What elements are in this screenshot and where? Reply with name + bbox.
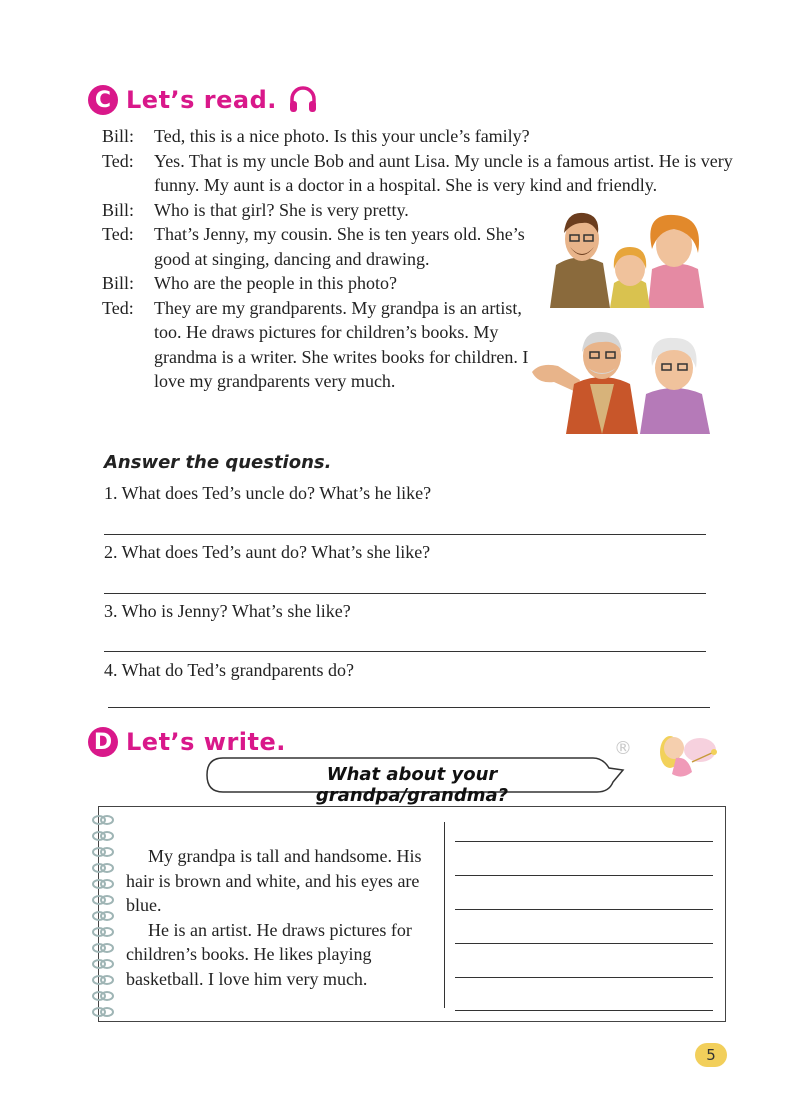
dialogue-line bbox=[102, 149, 742, 198]
headphones-icon[interactable] bbox=[287, 84, 319, 116]
speaker: Bill: bbox=[102, 126, 135, 146]
speaker: Bill: bbox=[102, 273, 135, 293]
dialogue-line bbox=[102, 124, 742, 149]
dialogue-text: Ted, this is a nice photo. Is this your uncle’s family? bbox=[154, 126, 530, 146]
writing-line-5[interactable] bbox=[455, 977, 713, 978]
speaker: Ted: bbox=[102, 224, 134, 244]
dialogue-text: That’s Jenny, my cousin. She is ten years old. She’s good at singing, dancing and drawing. bbox=[154, 224, 525, 269]
grandparents-illustration bbox=[530, 322, 715, 434]
sample-text bbox=[126, 844, 442, 991]
dialogue-text: Yes. That is my uncle Bob and aunt Lisa. My uncle is a famous artist. He is very funny. My aunt is a doctor in a hospital. She is very kind and friendly. bbox=[154, 150, 733, 195]
section-c-badge: C bbox=[88, 85, 118, 115]
section-d-title: Let’s write. bbox=[126, 728, 286, 756]
speaker: Bill: bbox=[102, 199, 135, 220]
question-4: 4. What do Ted’s grandparents do? bbox=[104, 660, 355, 680]
registered-mark: ® bbox=[614, 738, 632, 759]
box-divider bbox=[444, 822, 445, 1008]
question-1: 1. What does Ted’s uncle do? What’s he like? bbox=[104, 483, 432, 503]
dialogue-text: Who are the people in this photo? bbox=[154, 273, 397, 293]
writing-line-2[interactable] bbox=[455, 875, 713, 876]
dialogue-text: They are my grandparents. My grandpa is an artist, too. He draws pictures for children’s books. My grandma is a writer. She writes books for children. I love my grandparents very much. bbox=[154, 297, 529, 391]
writing-line-3[interactable] bbox=[455, 909, 713, 910]
question-2: 2. What does Ted’s aunt do? What’s she like? bbox=[104, 542, 431, 562]
answer-line-1[interactable] bbox=[104, 534, 706, 535]
answer-line-4[interactable] bbox=[108, 707, 710, 708]
writing-line-6[interactable] bbox=[455, 1010, 713, 1011]
notebook-spiral bbox=[90, 812, 116, 1018]
writing-line-1[interactable] bbox=[455, 841, 713, 842]
speaker: Ted: bbox=[102, 150, 134, 171]
answer-line-2[interactable] bbox=[104, 593, 706, 594]
family-illustration bbox=[548, 203, 708, 308]
sample-paragraph-2: He is an artist. He draws pictures for children’s books. He likes playing basketball. I love him very much. bbox=[126, 919, 412, 989]
answer-questions-title: Answer the questions. bbox=[104, 452, 332, 473]
sample-paragraph-1: My grandpa is tall and handsome. His hair is brown and white, and his eyes are blue. bbox=[126, 846, 422, 915]
bubble-prompt: What about your grandpa/grandma? bbox=[315, 764, 509, 806]
question-3: 3. Who is Jenny? What’s she like? bbox=[104, 601, 351, 621]
fairy-illustration bbox=[648, 722, 720, 786]
writing-line-4[interactable] bbox=[455, 943, 713, 944]
page-number: 5 bbox=[695, 1043, 727, 1067]
section-c-title: Let’s read. bbox=[126, 86, 277, 114]
speaker: Ted: bbox=[102, 297, 134, 318]
dialogue-text: Who is that girl? She is very pretty. bbox=[154, 199, 409, 220]
answer-line-3[interactable] bbox=[104, 651, 706, 652]
section-d-badge: D bbox=[88, 727, 118, 757]
section-c-header bbox=[88, 84, 319, 116]
